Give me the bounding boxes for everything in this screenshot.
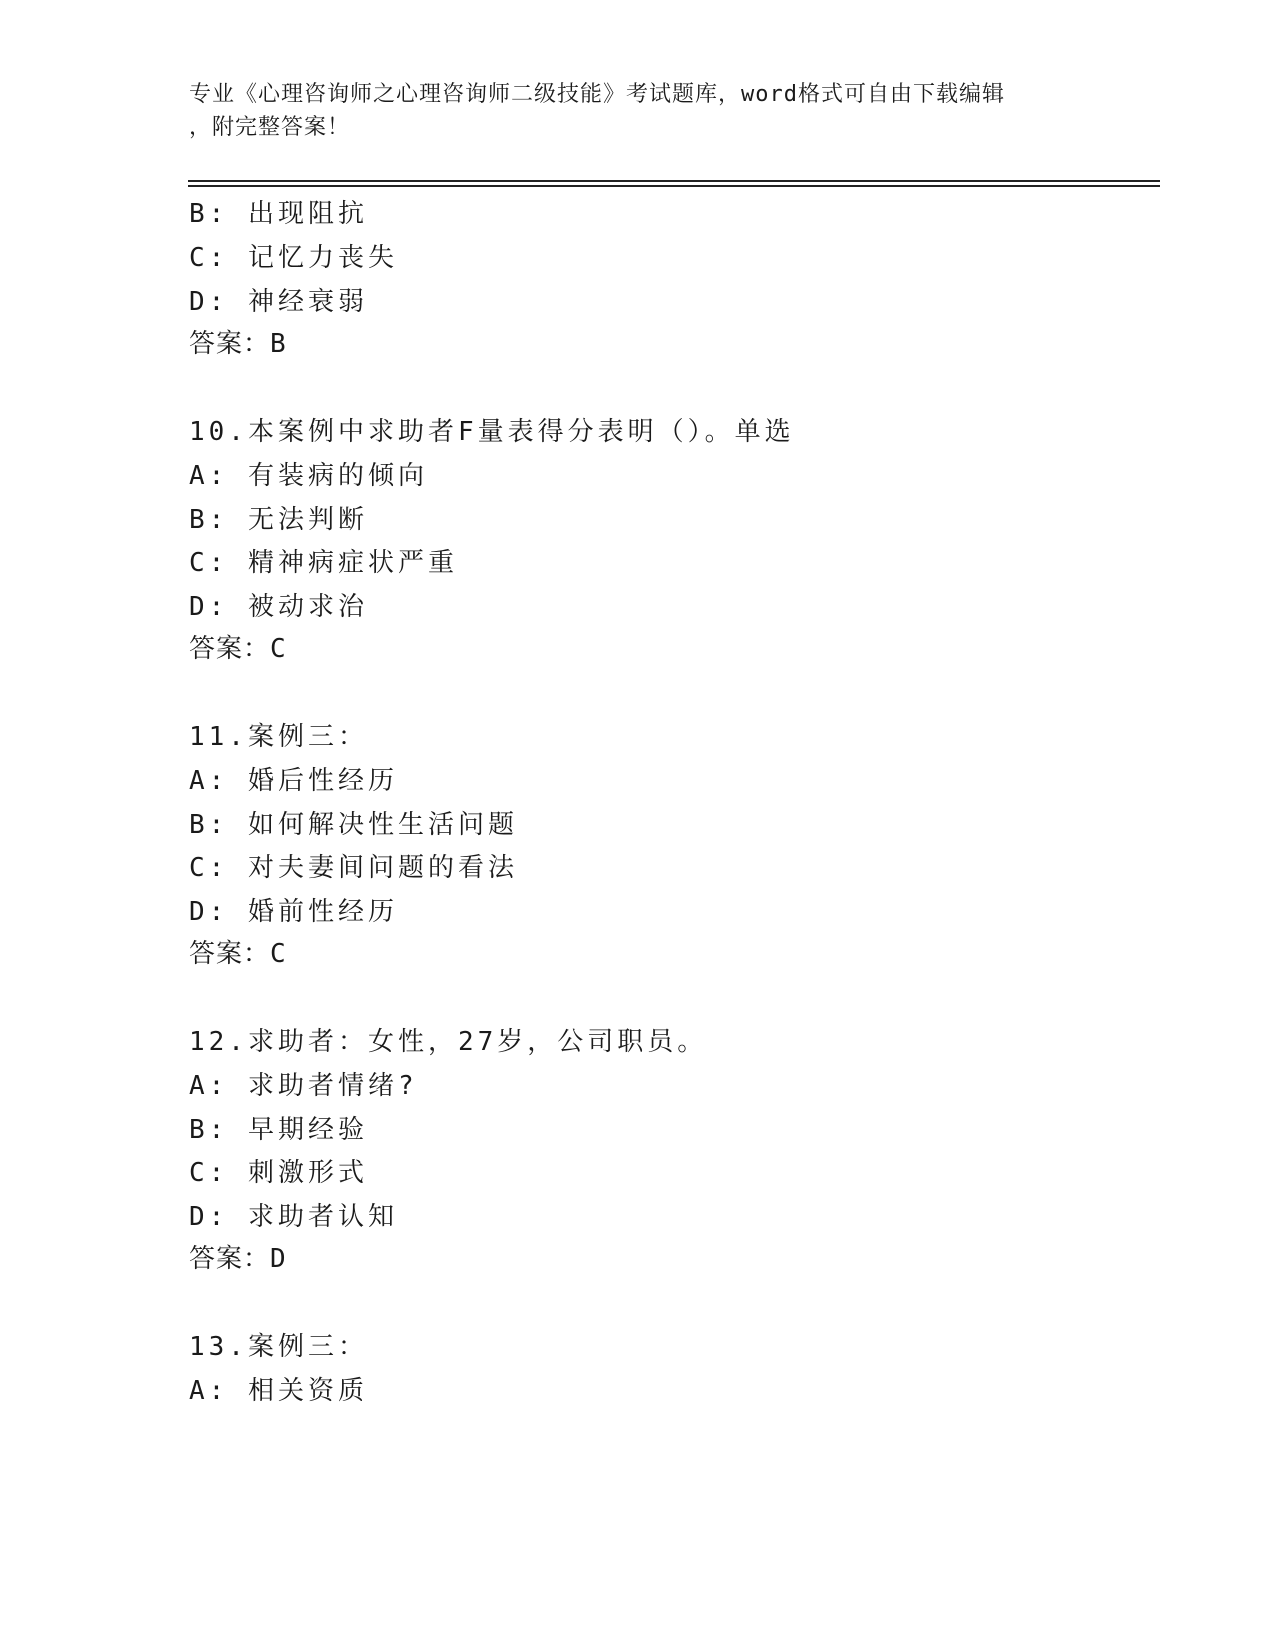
- header-title-line-2: ，附完整答案！: [189, 115, 351, 140]
- option-line: A: 婚后性经历: [189, 766, 398, 796]
- header-title-line-1: 专业《心理咨询师之心理咨询师二级技能》考试题库，word格式可自由下载编辑: [189, 82, 1005, 107]
- option-line: B: 无法判断: [189, 505, 368, 535]
- option-line: D: 婚前性经历: [189, 897, 398, 927]
- answer-label: 答案：: [189, 634, 271, 664]
- option-line: C: 对夫妻间问题的看法: [189, 853, 518, 883]
- answer-label: 答案：: [189, 329, 271, 359]
- option-line: C: 精神病症状严重: [189, 548, 458, 578]
- answer-line: [189, 628, 287, 665]
- answer-value: C: [270, 939, 287, 969]
- answer-label: 答案：: [189, 1244, 271, 1274]
- option-line: A: 相关资质: [189, 1376, 368, 1406]
- answer-label: 答案：: [189, 939, 271, 969]
- answer-value: B: [270, 329, 287, 359]
- question-line: 12.求助者：女性，27岁，公司职员。: [189, 1027, 708, 1057]
- answer-line: [189, 1238, 287, 1275]
- answer-line: [189, 323, 287, 360]
- option-line: A: 求助者情绪?: [189, 1071, 418, 1101]
- header-divider-top: [188, 180, 1160, 182]
- question-line: 11.案例三：: [189, 722, 368, 752]
- header-divider-bottom: [188, 185, 1160, 187]
- option-line: D: 被动求治: [189, 592, 368, 622]
- option-line: D: 求助者认知: [189, 1202, 398, 1232]
- option-line: C: 记忆力丧失: [189, 243, 398, 273]
- answer-line: [189, 933, 287, 970]
- answer-value: C: [270, 634, 287, 664]
- option-line: B: 早期经验: [189, 1115, 368, 1145]
- answer-value: D: [270, 1244, 287, 1274]
- option-line: A: 有装病的倾向: [189, 461, 428, 491]
- option-line: C: 刺激形式: [189, 1158, 368, 1188]
- option-line: B: 出现阻抗: [189, 199, 368, 229]
- question-line: 13.案例三：: [189, 1332, 368, 1362]
- option-line: D: 神经衰弱: [189, 287, 368, 317]
- question-line: 10.本案例中求助者F量表得分表明（）。单选: [189, 417, 795, 447]
- option-line: B: 如何解决性生活问题: [189, 810, 518, 840]
